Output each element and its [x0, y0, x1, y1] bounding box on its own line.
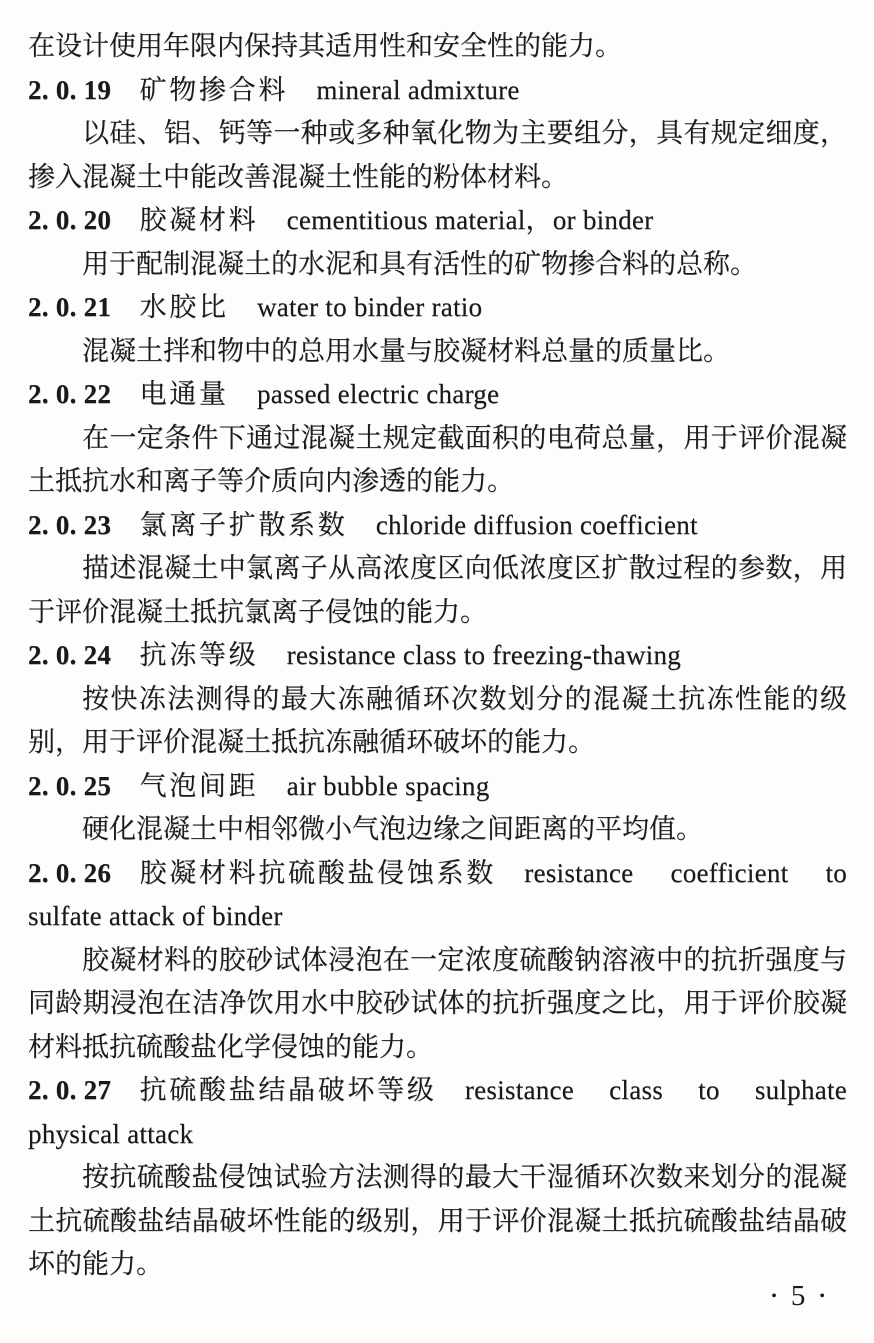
term-heading — [28, 199, 847, 243]
term-number: 2. 0. 22 — [28, 379, 112, 409]
term-heading — [28, 1069, 847, 1156]
term-definition: 混凝土拌和物中的总用水量与胶凝材料总量的质量比。 — [82, 335, 730, 366]
term-definition: 硬化混凝土中相邻微小气泡边缘之间距离的平均值。 — [82, 814, 703, 844]
term-number: 2. 0. 23 — [28, 509, 112, 540]
term-definition: 用于配制混凝土的水泥和具有活性的矿物掺合料的总称。 — [82, 248, 757, 279]
term-definition: 在一定条件下通过混凝土规定截面积的电荷总量，用于评价混凝土抵抗水和离子等介质向内渗透的能力。 — [28, 422, 847, 496]
page-number-dot-left: • — [771, 1287, 777, 1305]
page-number — [771, 1279, 825, 1314]
term-heading — [28, 286, 847, 330]
term-name-zh: 抗硫酸盐结晶破坏等级 — [139, 1075, 437, 1105]
term-number: 2. 0. 25 — [28, 770, 112, 801]
term-definition: 以硅、铝、钙等一种或多种氧化物为主要组分，具有规定细度，掺入混凝土中能改善混凝土性能的粉体材料。 — [28, 118, 847, 192]
term-heading — [28, 504, 847, 548]
term-name-en: passed electric charge — [256, 379, 500, 409]
term-name-zh: 电通量 — [139, 379, 229, 409]
term-number: 2. 0. 24 — [28, 640, 112, 670]
term-name-zh: 气泡间距 — [139, 770, 259, 801]
term-name-zh: 抗冻等级 — [139, 640, 259, 670]
term-definition: 按快冻法测得的最大冻融循环次数划分的混凝土抗冻性能的级别，用于评价混凝土抵抗冻融循环破坏的能力。 — [28, 683, 847, 757]
term-name-en: resistance coefficient to sulfate attack of binder — [28, 857, 847, 931]
term-definition: 描述混凝土中氯离子从高浓度区向低浓度区扩散过程的参数，用于评价混凝土抵抗氯离子侵蚀的能力。 — [28, 553, 847, 627]
term-heading — [28, 852, 847, 939]
term-name-en: chloride diffusion coefficient — [375, 509, 698, 540]
term-name-zh: 胶凝材料 — [139, 205, 259, 235]
term-heading — [28, 634, 847, 678]
term-name-en: water to binder ratio — [256, 292, 483, 322]
term-name-zh: 氯离子扩散系数 — [139, 509, 348, 540]
term-name-en: cementitious material，or binder — [286, 205, 654, 235]
continuation-paragraph: 在设计使用年限内保持其适用性和安全性的能力。 — [28, 31, 622, 61]
term-definition: 胶凝材料的胶砂试体浸泡在一定浓度硫酸钠溶液中的抗折强度与同龄期浸泡在洁净饮用水中胶砂试体的抗折强度之比，用于评价胶凝材料抵抗硫酸盐化学侵蚀的能力。 — [28, 944, 847, 1062]
term-name-en: resistance class to sulphate physical attack — [28, 1075, 847, 1149]
term-number: 2. 0. 27 — [28, 1075, 112, 1105]
term-number: 2. 0. 26 — [28, 857, 112, 888]
term-name-zh: 水胶比 — [139, 292, 229, 322]
term-number: 2. 0. 20 — [28, 205, 112, 235]
term-name-en: air bubble spacing — [286, 770, 490, 801]
term-number: 2. 0. 19 — [28, 74, 112, 105]
term-number: 2. 0. 21 — [28, 292, 112, 322]
term-name-zh: 矿物掺合料 — [139, 74, 289, 105]
term-heading — [28, 373, 847, 417]
page-number-value: 5 — [790, 1280, 806, 1312]
term-heading — [28, 765, 847, 809]
term-name-zh: 胶凝材料抗硫酸盐侵蚀系数 — [139, 857, 496, 888]
term-name-en: resistance class to freezing-thawing — [286, 640, 681, 670]
page-number-dot-right: • — [819, 1287, 825, 1305]
term-name-en: mineral admixture — [316, 74, 520, 105]
term-definition: 按抗硫酸盐侵蚀试验方法测得的最大干湿循环次数来划分的混凝土抗硫酸盐结晶破坏性能的级别，用于评价混凝土抵抗硫酸盐结晶破坏的能力。 — [28, 1162, 847, 1279]
term-heading — [28, 69, 847, 113]
